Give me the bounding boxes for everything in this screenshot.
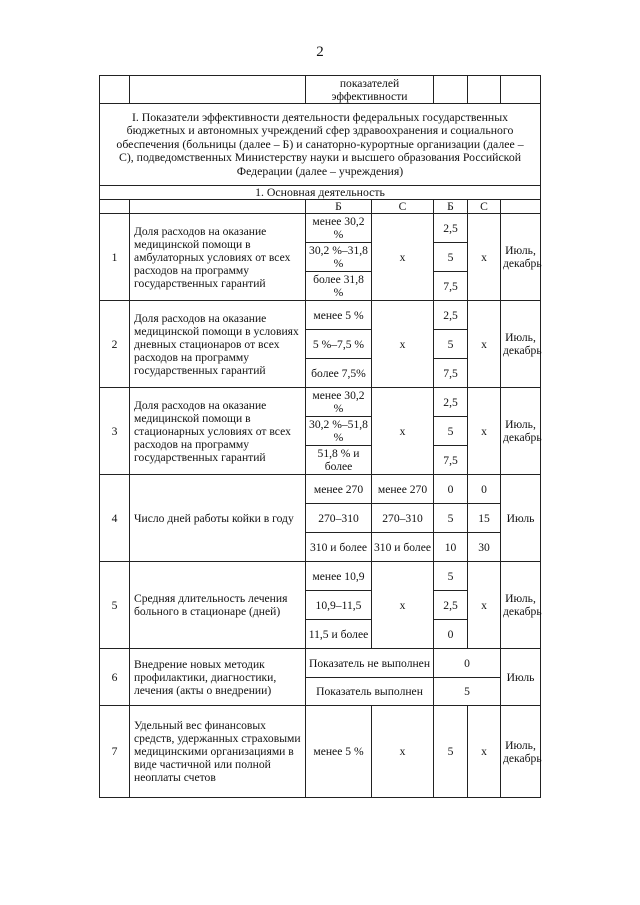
criterion-b: менее 30,2 % [306,214,372,243]
criterion-b: менее 5 % [306,706,372,798]
score-b: 7,5 [434,359,468,388]
score-b: 5 [434,417,468,446]
criterion-b: 270–310 [306,504,372,533]
indicator-name: Внедрение новых методик профилактики, диагностики, лечения (акты о внедрении) [130,649,306,706]
reporting-period: Июль, декабрь [501,214,541,301]
col-label-b-score: Б [434,200,468,214]
criterion-b: менее 30,2 % [306,388,372,417]
score-b: 2,5 [434,388,468,417]
indicator-name: Доля расходов на оказание медицинской помощи в условиях дневных стационаров от всех расходов на программу государственных гарантий [130,301,306,388]
table-row [100,301,541,330]
score-b: 5 [434,330,468,359]
criterion-b: менее 5 % [306,301,372,330]
criterion-text: Показатель выполнен [306,678,434,706]
score-c: х [468,388,501,475]
indicator-name: Удельный вес финансовых средств, удержанных страховыми медицинскими организациями в виде частичной или полной неоплаты счетов [130,706,306,798]
reporting-period: Июль, декабрь [501,301,541,388]
score-b: 0 [434,620,468,649]
reporting-period: Июль, декабрь [501,706,541,798]
table-row [100,706,541,798]
indicator-name: Доля расходов на оказание медицинской помощи в стационарных условиях от всех расходов на программу государственных гарантий [130,388,306,475]
score: 0 [434,649,501,678]
indicator-name: Средняя длительность лечения больного в стационаре (дней) [130,562,306,649]
score-b: 2,5 [434,301,468,330]
score-b: 5 [434,504,468,533]
criterion-b: менее 270 [306,475,372,504]
col-label-b: Б [306,200,372,214]
page-number: 2 [316,44,324,60]
criterion-c: х [372,706,434,798]
criterion-c: х [372,388,434,475]
row-number: 1 [100,214,130,301]
criterion-b: 51,8 % и более [306,446,372,475]
score-c: х [468,214,501,301]
criterion-b: 310 и более [306,533,372,562]
score-b: 5 [434,562,468,591]
section-title: I. Показатели эффективности деятельности федеральных государственных бюджетных и автономных учреждений сфер здравоохранения и социального обеспечения (больницы (далее – Б) и санаторно-курортные организации (далее – С), подведомственных Министерству науки и высшего образования Российской Федерации (далее – учреждения) [100,104,541,186]
reporting-period: Июль, декабрь [501,388,541,475]
criterion-c: х [372,214,434,301]
criterion-b: 30,2 %–31,8 % [306,243,372,272]
row-number: 4 [100,475,130,562]
score-b: 2,5 [434,591,468,620]
score-b: 5 [434,243,468,272]
score-b: 5 [434,706,468,798]
indicator-name: Число дней работы койки в году [130,475,306,562]
criterion-c: менее 270 [372,475,434,504]
table-header-row [100,76,541,104]
criterion-b: 30,2 %–51,8 % [306,417,372,446]
score-c: х [468,562,501,649]
score: 5 [434,678,501,706]
criterion-b: 11,5 и более [306,620,372,649]
criterion-b: 5 %–7,5 % [306,330,372,359]
criterion-c: х [372,562,434,649]
table-row [100,649,541,678]
score-b: 7,5 [434,446,468,475]
col-label-c-score: С [468,200,501,214]
criterion-text: Показатель не выполнен [306,649,434,678]
score-c: 0 [468,475,501,504]
score-c: х [468,706,501,798]
col-label-c: С [372,200,434,214]
criterion-b: более 31,8 % [306,272,372,301]
score-c: х [468,301,501,388]
row-number: 2 [100,301,130,388]
criterion-b: 10,9–11,5 [306,591,372,620]
row-number: 7 [100,706,130,798]
score-b: 7,5 [434,272,468,301]
table-row [100,388,541,417]
row-number: 3 [100,388,130,475]
reporting-period: Июль [501,649,541,706]
reporting-period: Июль, декабрь [501,562,541,649]
indicator-name: Доля расходов на оказание медицинской помощи в амбулаторных условиях от всех расходов на программу государственных гарантий [130,214,306,301]
criterion-b: более 7,5% [306,359,372,388]
table-row [100,475,541,504]
criterion-b: менее 10,9 [306,562,372,591]
score-c: 15 [468,504,501,533]
criterion-c: х [372,301,434,388]
row-number: 6 [100,649,130,706]
row-number: 5 [100,562,130,649]
column-labels-row [100,200,541,214]
reporting-period: Июль [501,475,541,562]
score-b: 0 [434,475,468,504]
score-b: 10 [434,533,468,562]
header-label: показателей эффективности [306,76,434,104]
subsection-title: 1. Основная деятельность [100,186,541,200]
indicators-table [99,75,541,798]
score-b: 2,5 [434,214,468,243]
table-row [100,214,541,243]
criterion-c: 270–310 [372,504,434,533]
table-row [100,562,541,591]
criterion-c: 310 и более [372,533,434,562]
score-c: 30 [468,533,501,562]
